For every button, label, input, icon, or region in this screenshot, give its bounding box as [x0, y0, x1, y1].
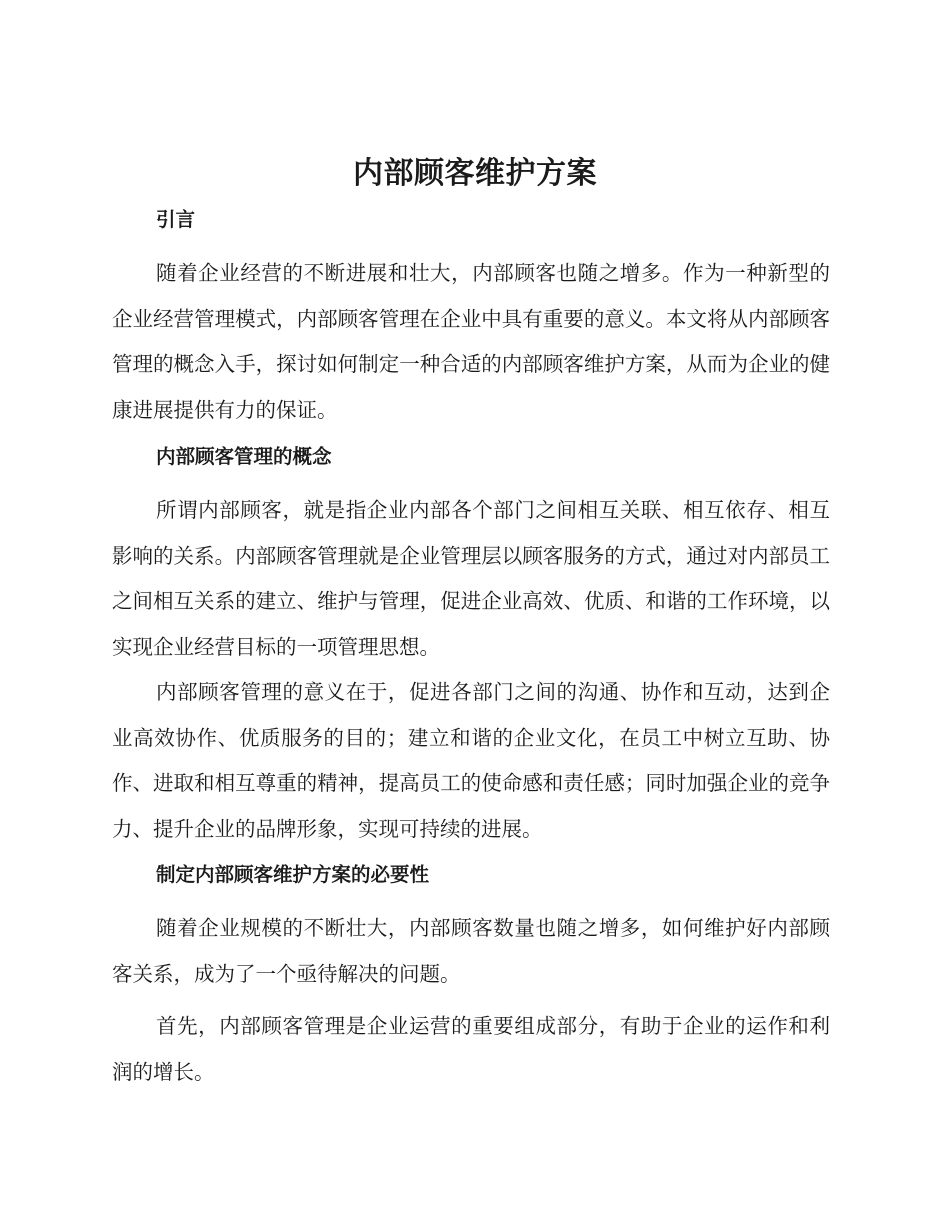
section-heading-concept: 内部顾客管理的概念	[156, 445, 332, 468]
section-heading-necessity: 制定内部顾客维护方案的必要性	[156, 863, 430, 886]
paragraph-necessity-first: 首先，内部顾客管理是企业运营的重要组成部分，有助于企业的运作和利润的增长。	[112, 1014, 830, 1084]
paragraph-concept-definition: 所谓内部顾客，就是指企业内部各个部门之间相互关联、相互依存、相互影响的关系。内部顾客管理就是企业管理层以顾客服务的方式，通过对内部员工之间相互关系的建立、维护与管理，促进企业高效、优质、和谐的工作环境，以实现企业经营目标的一项管理思想。	[112, 498, 830, 659]
section-heading-introduction: 引言	[156, 208, 196, 231]
document-title: 内部顾客维护方案	[353, 156, 597, 191]
paragraph-necessity-intro: 随着企业规模的不断壮大，内部顾客数量也随之增多，如何维护好内部顾客关系，成为了一个亟待解决的问题。	[112, 916, 830, 986]
paragraph-introduction: 随着企业经营的不断进展和壮大，内部顾客也随之增多。作为一种新型的企业经营管理模式，内部顾客管理在企业中具有重要的意义。本文将从内部顾客管理的概念入手，探讨如何制定一种合适的内部顾客维护方案，从而为企业的健康进展提供有力的保证。	[112, 261, 830, 422]
paragraph-concept-significance: 内部顾客管理的意义在于，促进各部门之间的沟通、协作和互动，达到企业高效协作、优质服务的目的；建立和谐的企业文化，在员工中树立互助、协作、进取和相互尊重的精神，提高员工的使命感和责任感；同时加强企业的竞争力、提升企业的品牌形象，实现可持续的进展。	[112, 680, 830, 841]
